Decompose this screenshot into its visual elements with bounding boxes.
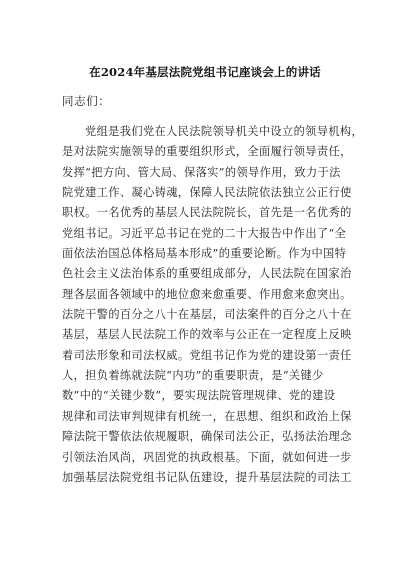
paragraph-line: 人，担负着练就法院“内功”的重要职责，是“关键少: [62, 369, 324, 383]
body-paragraph: [62, 122, 362, 488]
paragraph-line: 法院干警的百分之八十在基层，司法案件的百分之八十在: [62, 308, 352, 322]
paragraph-line: 发挥“把方向、管大局、保落实”的领导作用，致力于法: [62, 165, 341, 179]
paragraph-line: 理各层面各领域中的地位愈来愈重要、作用愈来愈突出。: [62, 287, 352, 301]
paragraph-line: 引领法治风尚，巩固党的执政根基。下面，就如何进一步: [62, 450, 352, 464]
paragraph-line: 障法院干警依法依规履职，确保司法公正，弘扬法治理念: [62, 430, 352, 444]
paragraph-line: 是对法院实施领导的重要组织形式，全面履行领导责任，: [62, 145, 352, 159]
salutation: 同志们：: [62, 94, 111, 108]
paragraph-line: 面依法治国总体格局基本形成”的重要论断。作为中国特: [62, 247, 347, 261]
paragraph-line: 基层，基层人民法院工作的效率与公正在一定程度上反映: [62, 328, 352, 342]
document-title: 在2024年基层法院党组书记座谈会上的讲话: [89, 65, 321, 79]
paragraph-line: 院党建工作、凝心铸魂，保障人民法院依法独立公正行使: [62, 186, 352, 200]
paragraph-line: 着司法形象和司法权威。党组书记作为党的建设第一责任: [62, 348, 352, 362]
paragraph-line: 加强基层法院党组书记队伍建设，提升基层法院的司法工: [62, 470, 352, 484]
paragraph-line: 职权。一名优秀的基层人民法院院长，首先是一名优秀的: [62, 206, 352, 220]
paragraph-line: 色社会主义法治体系的重要组成部分，人民法院在国家治: [62, 267, 352, 281]
paragraph-line: 规律和司法审判规律有机统一，在思想、组织和政治上保: [62, 409, 352, 423]
paragraph-line: 党组书记。习近平总书记在党的二十大报告中作出了“全: [62, 226, 347, 240]
paragraph-line: 党组是我们党在人民法院领导机关中设立的领导机构，: [85, 125, 364, 138]
paragraph-line: 数”中的“关键少数”，要实现法院管理规律、党的建设: [62, 389, 336, 403]
